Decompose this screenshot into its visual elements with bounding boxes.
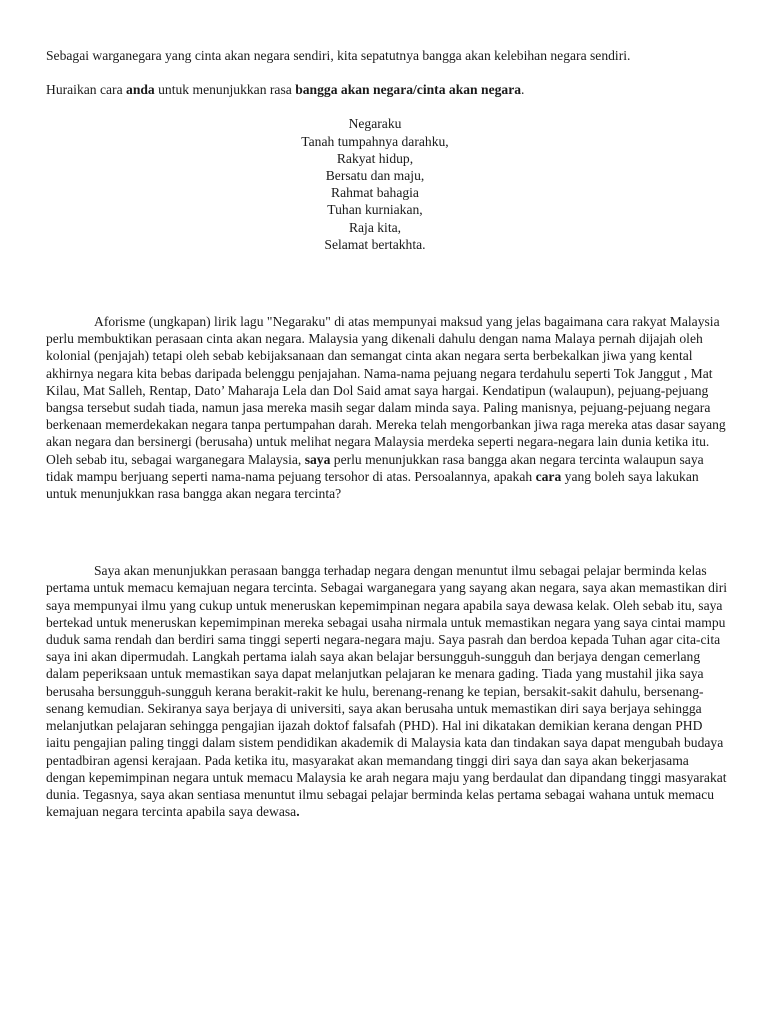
task-text-1: Huraikan cara [46,82,127,98]
task-bold-anda: anda [126,82,155,98]
essay-paragraph-introduction [46,313,728,502]
para2-bold-period: . [296,804,300,820]
poem-line: Negaraku [348,116,402,132]
negaraku-lyrics [46,115,728,253]
poem-line: Rahmat bahagia [331,185,419,201]
task-prompt [46,81,728,98]
poem-line: Bersatu dan maju, [325,168,425,184]
intro-sentence: Sebagai warganegara yang cinta akan negara sendiri, kita sepatutnya bangga akan kelebihan negara sendiri. [46,48,631,63]
para2-text-1: Saya akan menunjukkan perasaan bangga terhadap negara dengan menuntut ilmu sebagai pelajar berminda kelas pertama untuk memacu kemajuan negara tercinta. Sebagai warganegara yang sayang akan negara, saya akan memastikan diri saya mempunyai ilmu yang cukup untuk meneruskan kepemimpinan negara apabila saya dewasa kelak. Oleh sebab itu, saya bertekad untuk meneruskan kepemimpinan mereka sebagai usaha nirmala untuk memastikan negara yang saya cintai mampu duduk sama rendah dan berdiri sama tinggi seperti negara-negara maju. Saya pasrah dan berdoa kepada Tuhan agar cita-cita saya ini akan dipermudah. Langkah pertama ialah saya akan belajar bersungguh-sungguh dan berjaya dengan cemerlang dalam peperiksaan untuk memastikan saya dapat melanjutkan pelajaran ke menara gading. Tiada yang mustahil jika saya berusaha bersungguh-sungguh kerana berakit-rakit ke hulu, berenang-renang ke tepian, bersakit-sakit dahulu, bersenang-senang kemudian. Sekiranya saya berjaya di universiti, saya akan berusaha untuk memastikan diri saya berjaya sehingga melanjutkan pelajaran sehingga pengajian ijazah doktof falsafah (PHD). Hal ini dikatakan demikian kerana dengan PHD iaitu pengajian paling tinggi dalam sistem pendidikan akademik di Malaysia kata dan tindakan saya dapat mengubah budaya pentadbiran agensi kerajaan. Pada ketika itu, masyarakat akan memandang tinggi diri saya dan saya akan bekerjasama dengan kepemimpinan negara untuk memacu Malaysia ke arah negara maju yang berdaulat dan dipandang tinggi masyarakat dunia. Tegasnya, saya akan sentiasa menuntut ilmu sebagai pelajar berminda kelas pertama sebagai wahana untuk memacu kemajuan negara tercinta apabila saya dewasa [46,563,728,820]
task-bold-phrase: bangga akan negara/cinta akan negara [295,82,522,98]
para1-bold-saya: saya [304,451,331,467]
task-text-2: untuk menunjukkan rasa [154,82,296,98]
task-text-3: . [521,82,525,98]
essay-paragraph-body [46,562,728,820]
poem-line: Raja kita, [348,219,402,235]
poem-line: Tanah tumpahnya darahku, [301,133,449,149]
poem-line: Rakyat hidup, [336,150,414,166]
para1-text-2: perlu menunjukkan rasa bangga akan negara tercinta walaupun saya tidak mampu berjuang seperti nama-nama pejuang tersohor di atas. Persoalannya, apakah [46,451,704,484]
para1-bold-cara: cara [535,468,562,484]
para1-text-1: Aforisme (ungkapan) lirik lagu "Negaraku" di atas mempunyai maksud yang jelas bagaimana cara rakyat Malaysia perlu membuktikan perasaan cinta akan negara. Malaysia yang dikenali dahulu dengan nama Malaya pernah dijajah oleh kolonial (penjajah) tetapi oleh sebab kebijaksanaan dan semangat cinta akan negara serta berbekalkan jiwa yang kental akhirnya negara kita bebas daripada belenggu penjajahan. Nama-nama pejuang negara terdahulu seperti Tok Janggut , Mat Kilau, Mat Salleh, Rentap, Dato’ Maharaja Lela dan Dol Said amat saya hargai. Kendatipun (walaupun), pejuang-pejuang bangsa tersebut sudah tiada, namun jasa mereka masih segar dalam minda saya. Paling manisnya, pejuang-pejuang negara berkenaan memerdekakan negara tanpa pertumpahan darah. Mereka telah mengorbankan jiwa raga mereka atas dasar sayang akan negara dan bersinergi (berusaha) untuk melihat negara Malaysia merdeka seperti negara-negara lain dunia ketika itu. Oleh sebab itu, sebagai warganegara Malaysia, [46,314,726,467]
para1-text-3: yang boleh saya lakukan untuk menunjukkan rasa bangga akan negara tercinta? [46,468,699,502]
poem-line: Selamat bertakhta. [324,236,426,252]
poem-line: Tuhan kurniakan, [327,202,423,218]
